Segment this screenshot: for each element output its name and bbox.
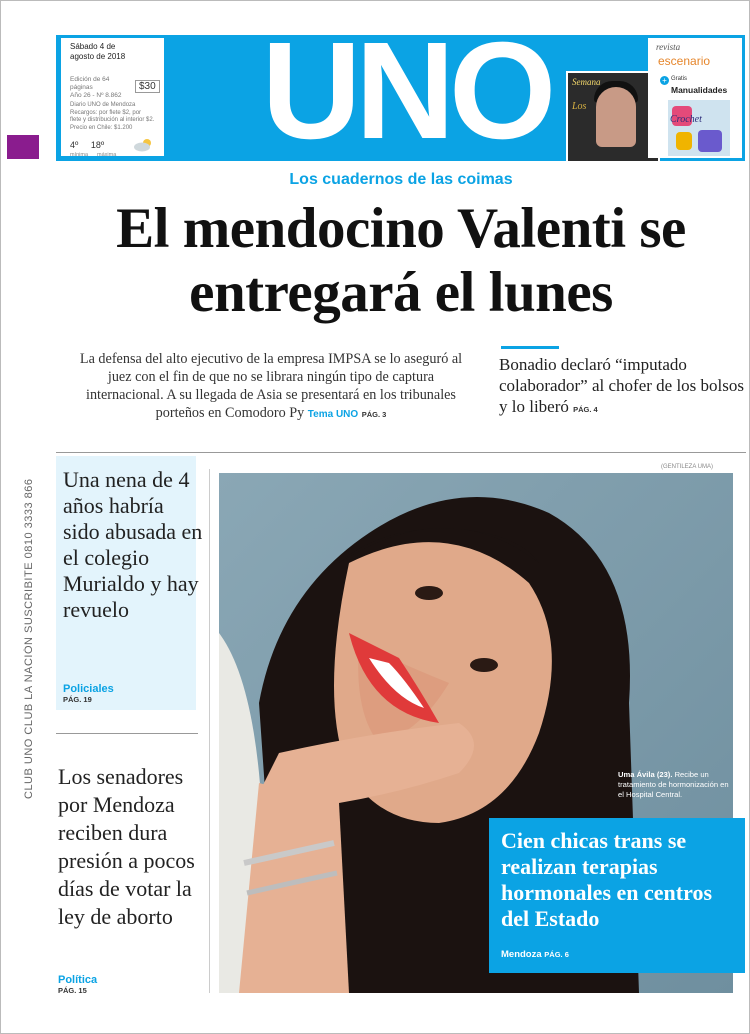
- promo-title-2: escenario: [658, 54, 711, 68]
- newspaper-logo[interactable]: UNO: [261, 14, 551, 168]
- side-story-rule: [501, 346, 559, 349]
- divider: [56, 733, 198, 734]
- main-deck: La defensa del alto ejecutivo de la empresa IMPSA se lo aseguró al juez con el fin de que no se librara ningún tipo de captura internacional. A su llegada de Asia se presentará en los tribunales porteños en Comodoro Py Tema UNO PÁG. 3: [79, 351, 463, 421]
- masthead: [56, 14, 745, 168]
- escenario-promo[interactable]: [648, 38, 742, 158]
- photo-caption: Uma Ávila (23). Recibe un tratamiento de hormonización en el Hospital Central.: [618, 770, 729, 799]
- story-senadores-section: Política: [58, 974, 98, 986]
- story-nena-headline[interactable]: Una nena de 4 años habría sido abusada en el colegio Murialdo y hay revuelo: [63, 467, 203, 622]
- deck-page: PÁG. 3: [361, 410, 387, 419]
- kicker: Los cuadernos de las coimas: [289, 171, 513, 188]
- crochet-label: Crochet: [670, 114, 702, 125]
- temp-min: 4º: [70, 140, 79, 150]
- price-note: Diario UNO de Mendoza Recargos: por flete $2, por flete y distribución al interior $2. Precio en Chile: $1.200: [70, 102, 155, 131]
- temp-max: 18º: [90, 140, 105, 150]
- subscription-sidebar: CLUB UNO CLUB LA NACIÓN SUSCRIBITE 0810 3333 866: [23, 478, 35, 799]
- story-nena-section: Policiales: [63, 683, 114, 695]
- story-trans-section: Mendoza PÁG. 6: [501, 949, 569, 960]
- magazine-subtitle: Los: [572, 101, 587, 112]
- story-nena-page: PÁG. 19: [63, 695, 92, 704]
- story-senadores-headline[interactable]: Los senadores por Mendoza reciben dura presión a pocos días de votar la ley de aborto: [58, 764, 195, 929]
- edition-number: Edición de 64 páginas Año 26 - Nº 8.862: [70, 76, 122, 99]
- plus-icon: +: [660, 76, 669, 85]
- cloud-sun-icon: [133, 138, 155, 152]
- promo-gratis: Gratis: [671, 76, 688, 82]
- main-headline[interactable]: El mendocino Valenti se entregará el lunes: [116, 197, 686, 324]
- promo-title: revista: [656, 42, 681, 52]
- edition-info-box: [61, 38, 164, 156]
- column-rule: [209, 469, 210, 993]
- tema-uno-tag: Tema UNO: [307, 409, 359, 420]
- edition-date: Sábado 4 de agosto de 2018: [70, 42, 126, 61]
- story-senadores-page: PÁG. 15: [58, 986, 87, 995]
- crochet-image: [668, 100, 730, 156]
- photo-credit: (GENTILEZA UMA): [661, 464, 714, 470]
- price: $30: [135, 80, 160, 93]
- section-tab-label: ARG: [33, 145, 39, 159]
- magazine-title: Semana: [572, 77, 601, 87]
- magazine-promo-image[interactable]: [566, 71, 660, 163]
- story-trans-box[interactable]: [489, 818, 745, 973]
- weather: [70, 140, 162, 158]
- story-trans-headline: Cien chicas trans se realizan terapias hormonales en centros del Estado: [501, 828, 713, 931]
- divider: [56, 452, 746, 453]
- temp-min-label: mínima: [70, 152, 89, 158]
- promo-manualidades: Manualidades: [671, 85, 728, 95]
- temp-max-label: máxima: [97, 152, 117, 158]
- side-story-page: PÁG. 4: [573, 405, 598, 414]
- side-story-bonadio[interactable]: Bonadio declaró “imputado colaborador” al chofer de los bolsos y lo liberó PÁG. 4: [499, 355, 744, 416]
